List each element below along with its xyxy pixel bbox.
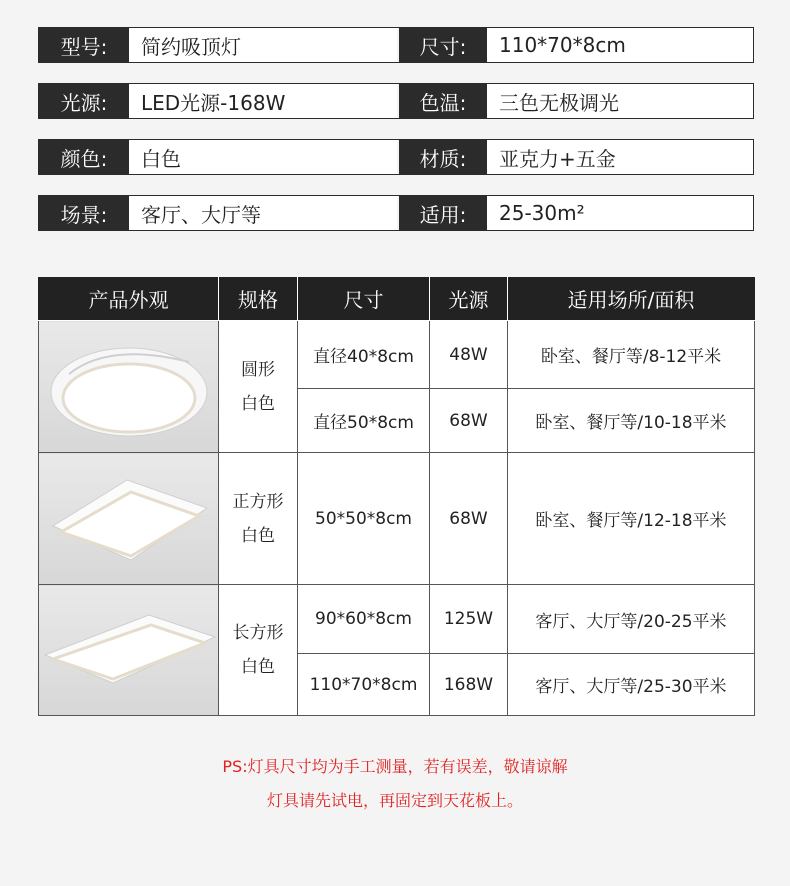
- rectangle-lamp-icon: [39, 585, 219, 715]
- power-cell: 48W: [430, 321, 508, 389]
- power-cell: 125W: [430, 585, 508, 654]
- area-cell: 卧室、餐厅等/10-18平米: [508, 389, 755, 453]
- note-line-1: PS:灯具尺寸均为手工测量，若有误差，敬请谅解: [222, 757, 568, 776]
- area-cell: 客厅、大厅等/20-25平米: [508, 585, 755, 654]
- table-row: [39, 321, 755, 389]
- area-cell: 客厅、大厅等/25-30平米: [508, 654, 755, 716]
- spec-label: 型号:: [39, 28, 129, 62]
- spec-value: 客厅、大厅等: [141, 202, 261, 227]
- round-lamp-icon: [39, 322, 219, 452]
- spec-value: 亚克力+五金: [499, 146, 616, 171]
- table-row: [39, 585, 755, 654]
- header-light-source: 光源: [430, 277, 508, 321]
- header-appearance: 产品外观: [39, 277, 219, 321]
- spec-row-scene: [38, 195, 754, 231]
- square-lamp-icon: [39, 454, 219, 584]
- color-label: 白色: [241, 657, 275, 677]
- header-size: 尺寸: [298, 277, 430, 321]
- header-area: 适用场所/面积: [508, 277, 755, 321]
- shape-label: 圆形: [241, 359, 275, 380]
- shape-label: 正方形: [232, 491, 284, 512]
- power-cell: 168W: [430, 654, 508, 716]
- size-cell: 直径50*8cm: [298, 389, 430, 453]
- spec-cell: [219, 585, 298, 716]
- color-label: 白色: [241, 525, 275, 546]
- power-cell: 68W: [430, 389, 508, 453]
- spec-cell: [219, 321, 298, 453]
- power-cell: 68W: [430, 453, 508, 585]
- spec-row-color: [38, 139, 754, 175]
- square-lamp-image: [39, 453, 219, 585]
- spec-label: 尺寸:: [399, 28, 487, 62]
- spec-label: 场景:: [39, 196, 129, 230]
- rectangle-lamp-image: [39, 585, 219, 716]
- spec-label: 色温:: [399, 84, 487, 118]
- area-cell: 卧室、餐厅等/8-12平米: [508, 321, 755, 389]
- spec-value: 三色无极调光: [499, 90, 619, 115]
- spec-value: 白色: [141, 146, 181, 171]
- note-line-2: 灯具请先试电，再固定到天花板上。: [266, 791, 523, 810]
- size-cell: 50*50*8cm: [298, 453, 430, 585]
- spec-row-model: [38, 27, 754, 63]
- spec-row-light-source: [38, 83, 754, 119]
- spec-value: LED光源-168W: [141, 90, 286, 115]
- spec-cell: [219, 453, 298, 585]
- size-cell: 90*60*8cm: [298, 585, 430, 654]
- spec-label: 适用:: [399, 196, 487, 230]
- table-row: [39, 453, 755, 585]
- color-label: 白色: [241, 393, 275, 414]
- header-spec: 规格: [219, 277, 298, 321]
- spec-list: [38, 27, 754, 251]
- product-table: [38, 277, 755, 716]
- size-cell: 直径40*8cm: [298, 321, 430, 389]
- round-lamp-image: [39, 321, 219, 453]
- spec-value: 简约吸顶灯: [141, 34, 241, 59]
- area-cell: 卧室、餐厅等/12-18平米: [508, 453, 755, 585]
- spec-label: 光源:: [39, 84, 129, 118]
- spec-label: 材质:: [399, 140, 487, 174]
- spec-value: 110*70*8cm: [499, 33, 626, 57]
- size-cell: 110*70*8cm: [298, 654, 430, 716]
- spec-value: 25-30m²: [499, 201, 585, 225]
- spec-label: 颜色:: [39, 140, 129, 174]
- shape-label: 长方形: [232, 623, 284, 643]
- table-header-row: [39, 277, 755, 321]
